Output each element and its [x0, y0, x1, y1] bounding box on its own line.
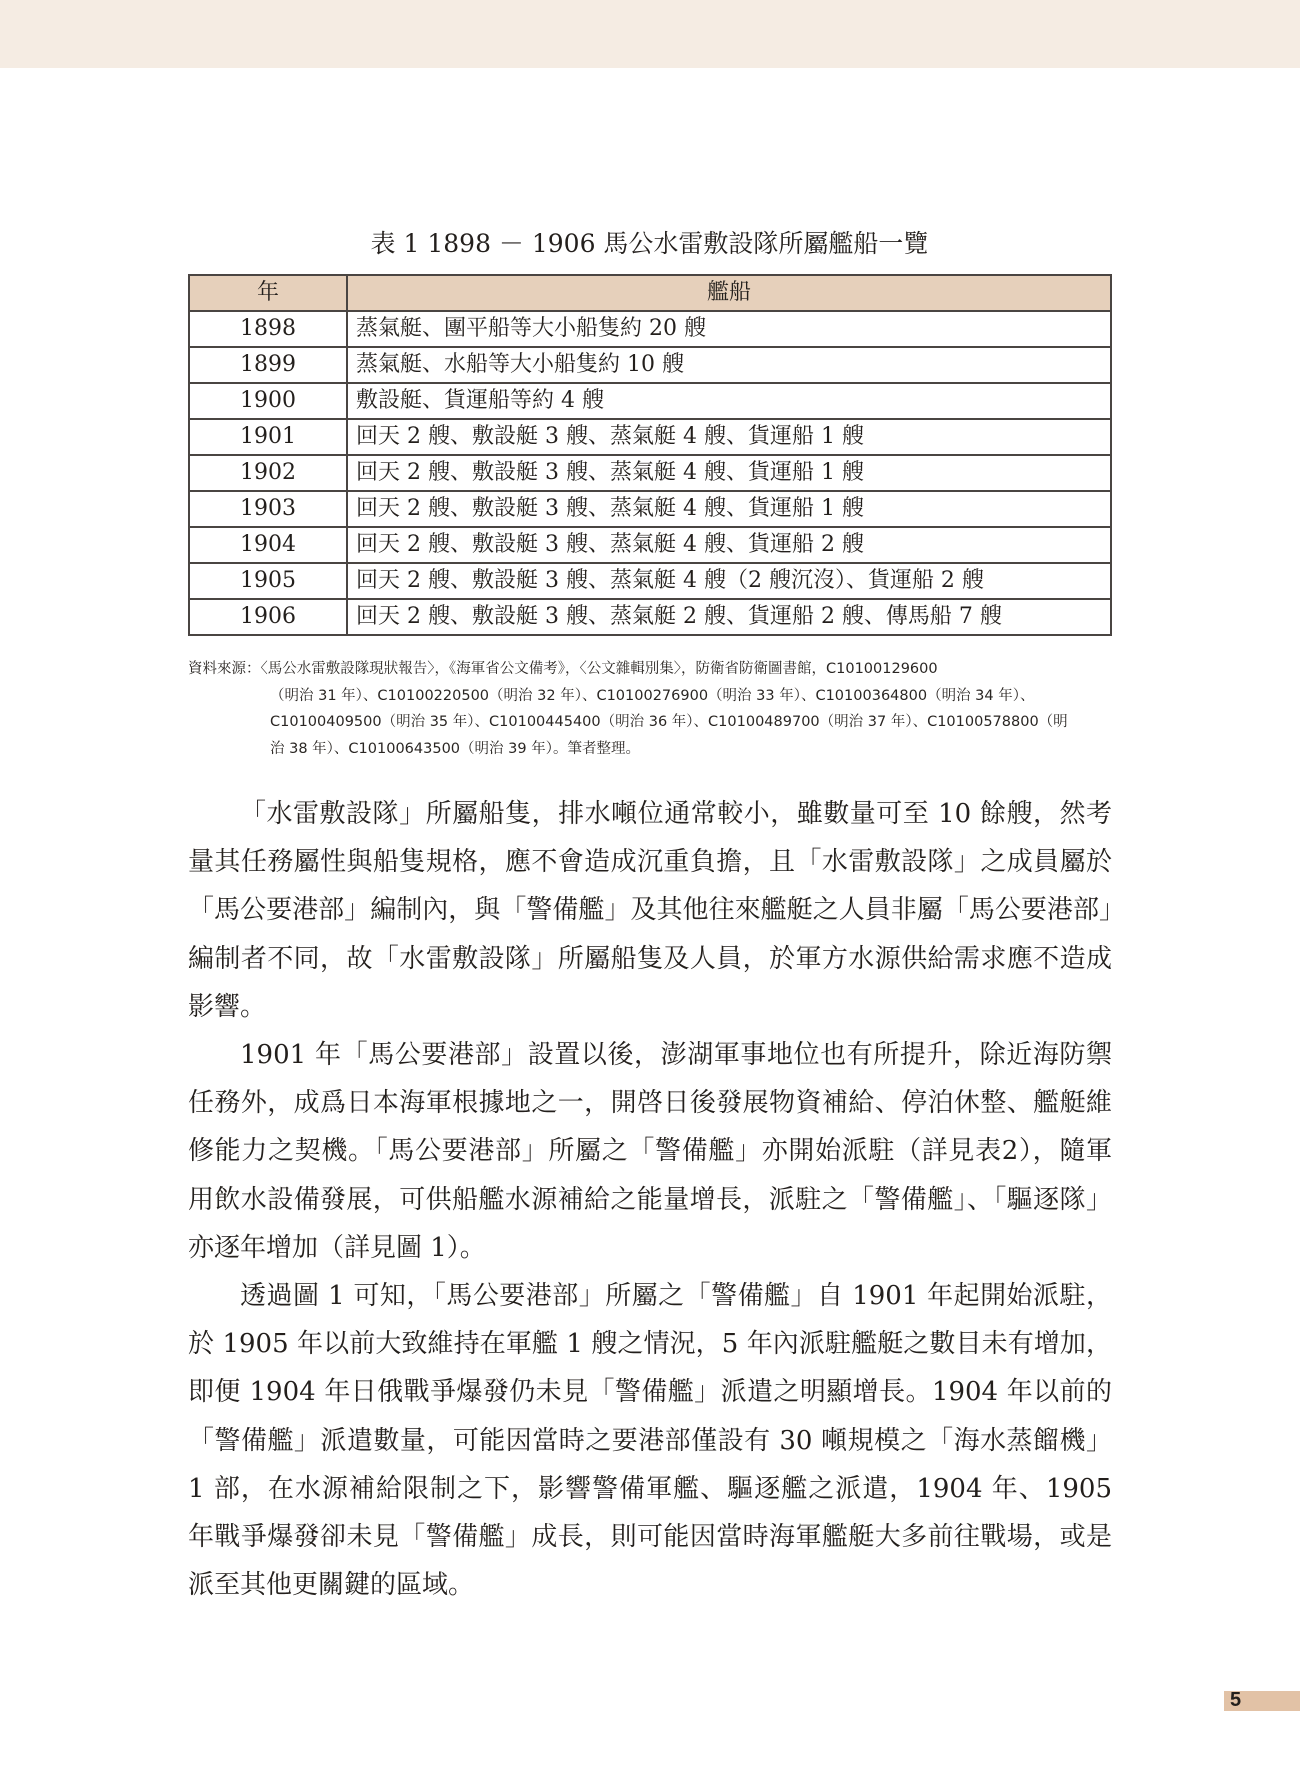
table-row	[189, 419, 1111, 455]
table-row	[189, 455, 1111, 491]
table-row	[189, 491, 1111, 527]
year-cell: 1906	[189, 599, 347, 635]
ships-table	[188, 274, 1112, 636]
table-row	[189, 527, 1111, 563]
year-cell: 1903	[189, 491, 347, 527]
body-paragraph: 1901 年「馬公要港部」設置以後，澎湖軍事地位也有所提升，除近海防禦任務外，成爲日本海軍根據地之一，開啓日後發展物資補給、停泊休整、艦艇維修能力之契機。「馬公要港部」所屬之「警備艦」亦開始派駐（詳見表2），隨軍用飲水設備發展，可供船艦水源補給之能量增長，派駐之「警備艦」、「驅逐隊」亦逐年增加（詳見圖 1）。	[188, 1040, 1112, 1263]
source-line: 治 38 年）、C10100643500（明治 39 年）。筆者整理。	[270, 741, 640, 758]
header-band	[0, 0, 1300, 68]
table-row	[189, 383, 1111, 419]
ships-cell: 蒸氣艇、水船等大小船隻約 10 艘	[347, 347, 1111, 383]
ships-cell: 回天 2 艘、敷設艇 3 艘、蒸氣艇 4 艘、貨運船 1 艘	[347, 491, 1111, 527]
ships-cell: 回天 2 艘、敷設艇 3 艘、蒸氣艇 2 艘、貨運船 2 艘、傳馬船 7 艘	[347, 599, 1111, 635]
column-header-ships: 艦船	[347, 275, 1111, 311]
ships-cell: 回天 2 艘、敷設艇 3 艘、蒸氣艇 4 艘（2 艘沉沒）、貨運船 2 艘	[347, 563, 1111, 599]
year-cell: 1899	[189, 347, 347, 383]
body-paragraph: 「水雷敷設隊」所屬船隻，排水噸位通常較小，雖數量可至 10 餘艘，然考量其任務屬性與船隻規格，應不會造成沉重負擔，且「水雷敷設隊」之成員屬於「馬公要港部」編制內，與「警備艦」及其他往來艦艇之人員非屬「馬公要港部」編制者不同，故「水雷敷設隊」所屬船隻及人員，於軍方水源供給需求應不造成影響。	[188, 799, 1112, 1022]
year-cell: 1905	[189, 563, 347, 599]
year-cell: 1904	[189, 527, 347, 563]
ships-cell: 回天 2 艘、敷設艇 3 艘、蒸氣艇 4 艘、貨運船 1 艘	[347, 455, 1111, 491]
source-line: C10100409500（明治 35 年）、C10100445400（明治 36 年）、C10100489700（明治 37 年）、C10100578800（明	[270, 714, 1068, 731]
ships-cell: 敷設艇、貨運船等約 4 艘	[347, 383, 1111, 419]
table-row	[189, 563, 1111, 599]
table-row	[189, 599, 1111, 635]
body-paragraph: 透過圖 1 可知，「馬公要港部」所屬之「警備艦」自 1901 年起開始派駐，於 1905 年以前大致維持在軍艦 1 艘之情況，5 年內派駐艦艇之數目未有增加，即便 1904 年日俄戰爭爆發仍未見「警備艦」派遣之明顯增長。1904 年以前的「警備艦」派遣數量，可能因當時之要港部僅設有 30 噸規模之「海水蒸餾機」1 部，在水源補給限制之下，影響警備軍艦、驅逐艦之派遣，1904 年、1905 年戰爭爆發卻未見「警備艦」成長，則可能因當時海軍艦艇大多前往戰場，或是派至其他更關鍵的區域。	[188, 1281, 1112, 1601]
source-text: 〈馬公水雷敷設隊現狀報告〉，《海軍省公文備考》，〈公文雜輯別集〉，防衛省防衛圖書館，C10100129600	[260, 661, 938, 677]
column-header-year: 年	[189, 275, 347, 311]
year-cell: 1901	[189, 419, 347, 455]
source-line	[188, 656, 1112, 683]
source-line: （明治 31 年）、C10100220500（明治 32 年）、C10100276900（明治 33 年）、C10100364800（明治 34 年）、	[270, 687, 1035, 704]
ships-cell: 蒸氣艇、團平船等大小船隻約 20 艘	[347, 311, 1111, 347]
table-header-row	[189, 275, 1111, 311]
year-cell: 1898	[189, 311, 347, 347]
year-cell: 1902	[189, 455, 347, 491]
ships-cell: 回天 2 艘、敷設艇 3 艘、蒸氣艇 4 艘、貨運船 2 艘	[347, 527, 1111, 563]
table-source-note	[188, 656, 1112, 763]
year-cell: 1900	[189, 383, 347, 419]
source-label: 資料來源：	[188, 661, 261, 677]
table-row	[189, 347, 1111, 383]
ships-cell: 回天 2 艘、敷設艇 3 艘、蒸氣艇 4 艘、貨運船 1 艘	[347, 419, 1111, 455]
table-row	[189, 311, 1111, 347]
page-number: 5	[1230, 1689, 1242, 1711]
table-caption: 表 1 1898 － 1906 馬公水雷敷設隊所屬艦船一覽	[370, 229, 929, 258]
